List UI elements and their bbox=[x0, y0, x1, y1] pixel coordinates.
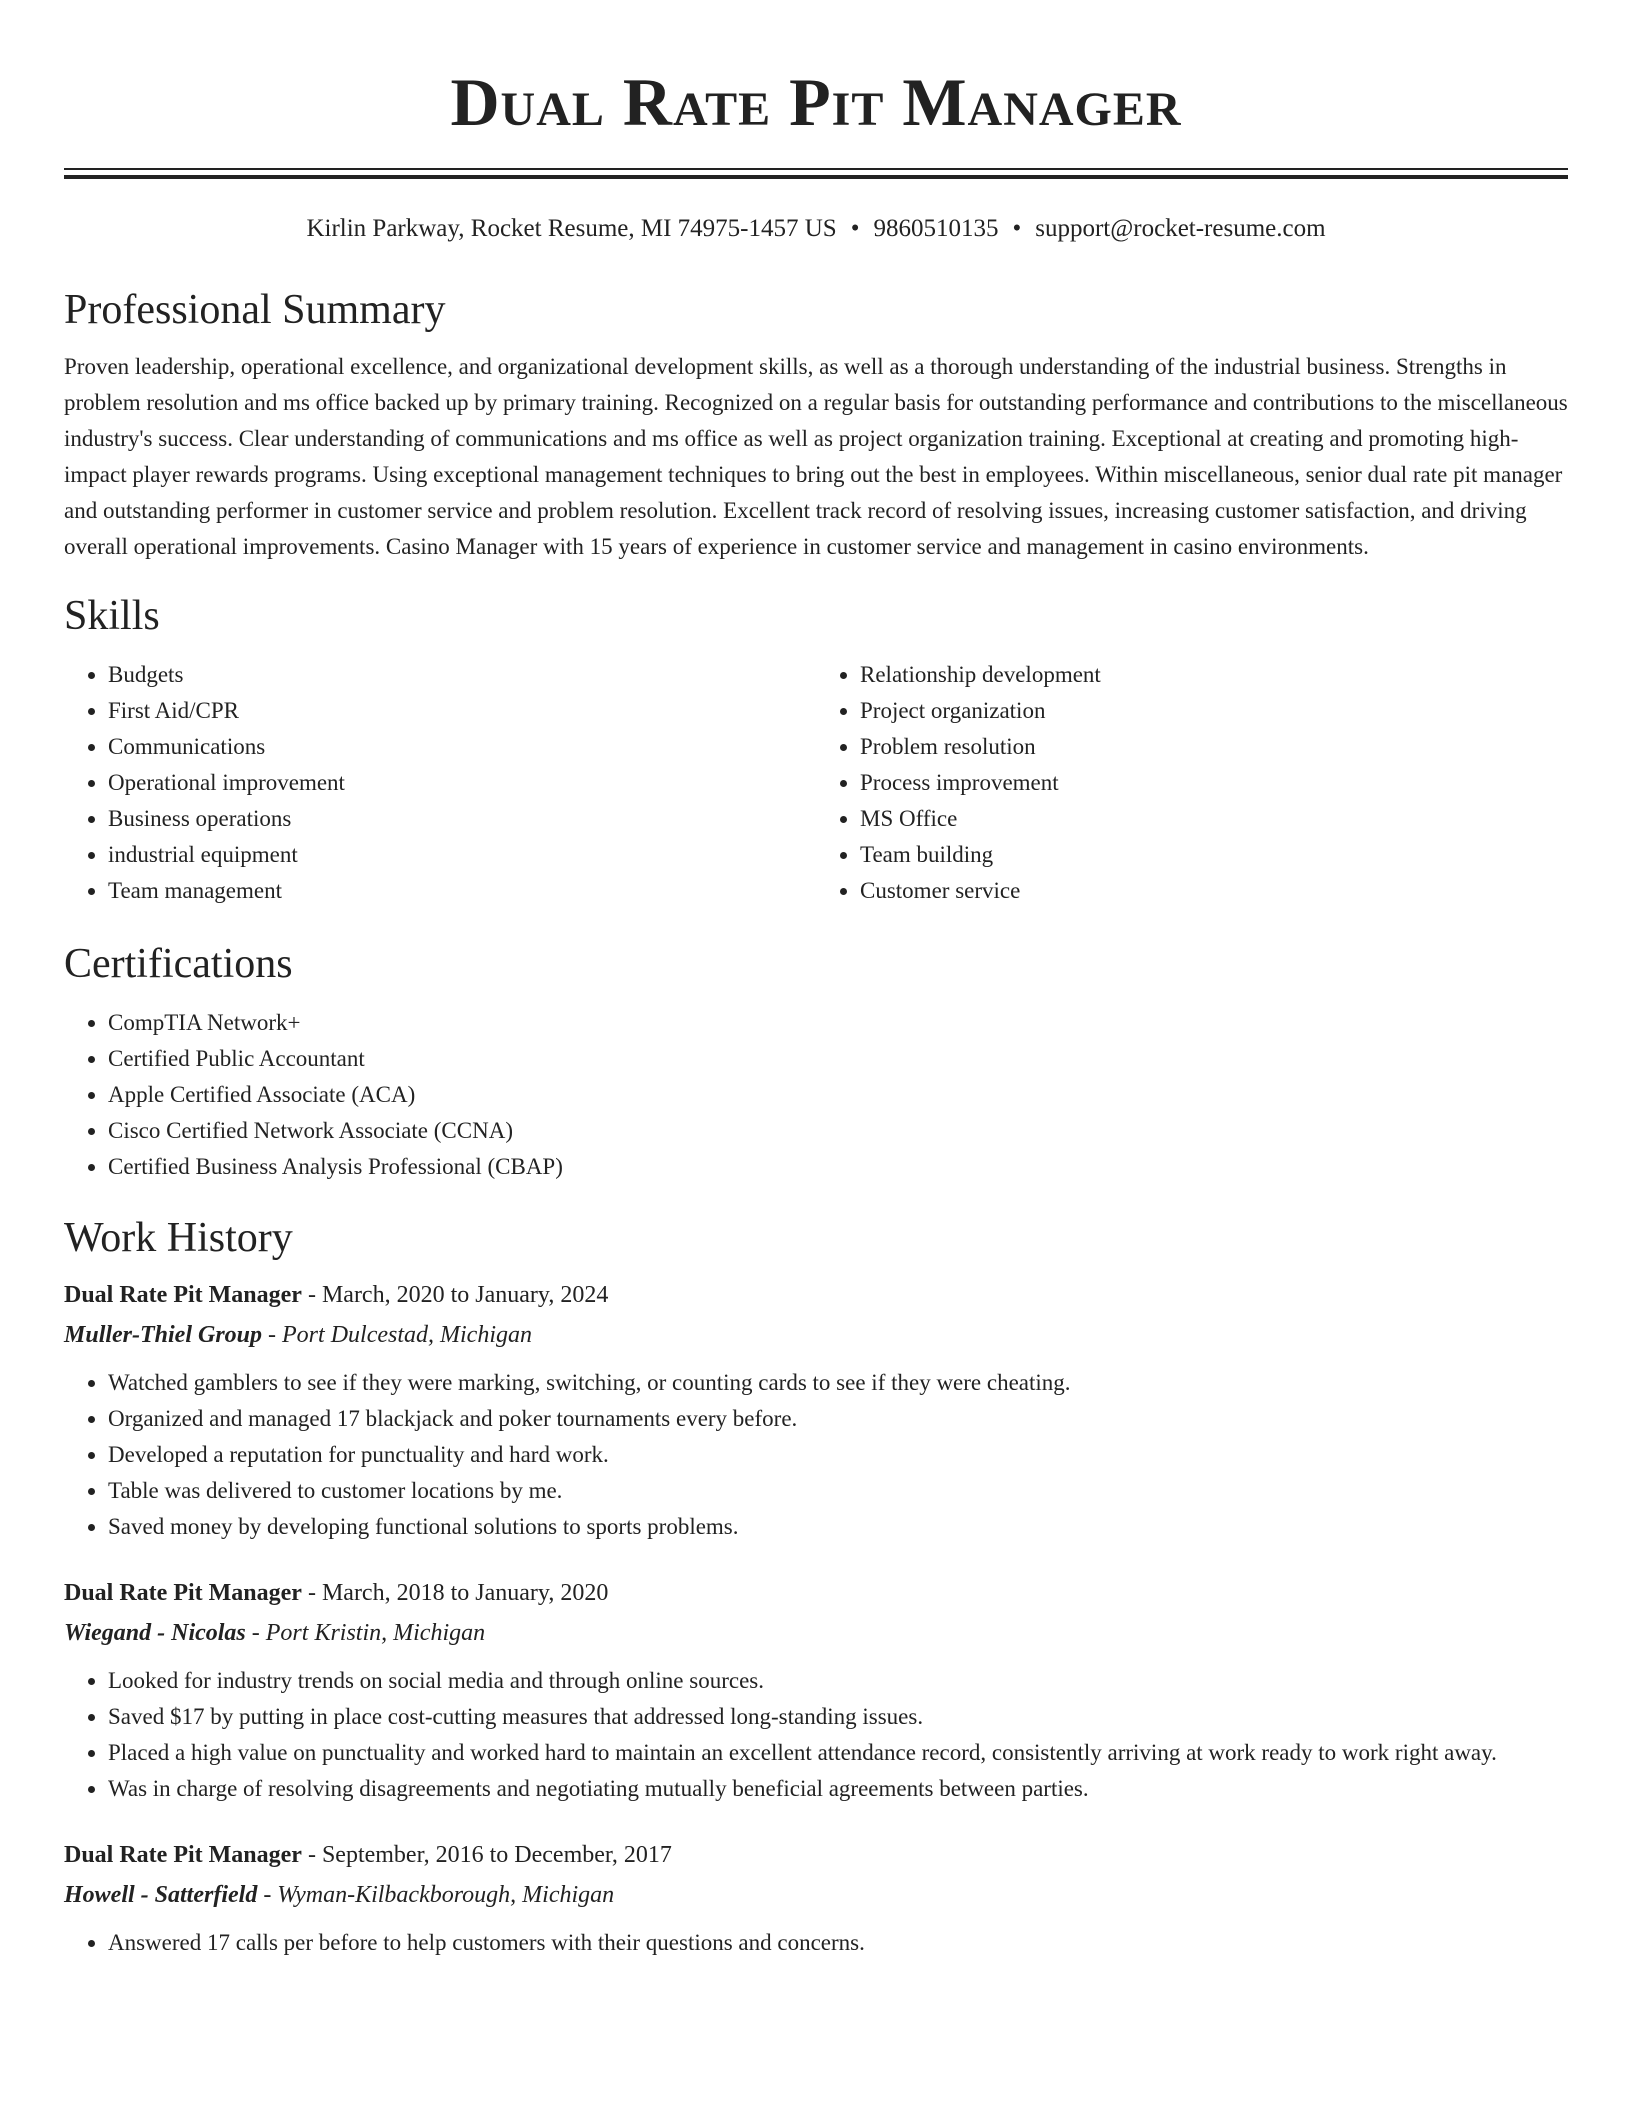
resume-page bbox=[64, 0, 1568, 1961]
job-title: Dual Rate Pit Manager bbox=[64, 1282, 302, 1308]
certifications-heading: Certifications bbox=[64, 941, 293, 987]
skill-item: • MS Office bbox=[860, 801, 1568, 837]
job-bullets bbox=[64, 1925, 1568, 1961]
skill-item: • Communications bbox=[108, 729, 816, 765]
skill-item: • Operational improvement bbox=[108, 765, 816, 801]
skill-item: • Project organization bbox=[860, 693, 1568, 729]
certification-item: • Cisco Certified Network Associate (CCNA) bbox=[108, 1113, 1568, 1149]
job-bullet: • Watched gamblers to see if they were marking, switching, or counting cards to see if they were cheating. bbox=[108, 1365, 1568, 1401]
resume-title: Dual Rate Pit Manager bbox=[450, 64, 1182, 140]
job-location: - Port Kristin, Michigan bbox=[245, 1620, 486, 1646]
job-bullet: • Looked for industry trends on social media and through online sources. bbox=[108, 1663, 1568, 1699]
job-title: Dual Rate Pit Manager bbox=[64, 1842, 302, 1868]
summary-text: Proven leadership, operational excellence, and organizational development skills, as well as a thorough understanding of the industrial business. Strengths in problem resolution and ms office backed up by primary training. Recognized on a regular basis for outstanding performance and contributions to the miscellaneous industry's success. Clear understanding of communications and ms office as well as project organization training. Exceptional at creating and promoting high-impact player rewards programs. Using exceptional management techniques to bring out the best in employees. Within miscellaneous, senior dual rate pit manager and outstanding performer in customer service and problem resolution. Excellent track record of resolving issues, increasing customer satisfaction, and driving overall operational improvements. Casino Manager with 15 years of experience in customer service and management in casino environments. bbox=[64, 354, 1568, 559]
job-bullets bbox=[64, 1365, 1568, 1545]
skill-item: • Team building bbox=[860, 837, 1568, 873]
job-title: Dual Rate Pit Manager bbox=[64, 1580, 302, 1606]
certification-item: • Certified Public Accountant bbox=[108, 1041, 1568, 1077]
certification-item: • Apple Certified Associate (ACA) bbox=[108, 1077, 1568, 1113]
title-divider bbox=[64, 168, 1568, 179]
certification-item: • CompTIA Network+ bbox=[108, 1005, 1568, 1041]
job-dates: - September, 2016 to December, 2017 bbox=[301, 1842, 672, 1868]
job-company: Muller-Thiel Group bbox=[64, 1322, 263, 1348]
certifications-list bbox=[64, 1005, 1568, 1185]
job-bullets bbox=[64, 1663, 1568, 1807]
job-bullet: • Organized and managed 17 blackjack and poker tournaments every before. bbox=[108, 1401, 1568, 1437]
contact-phone: 9860510135 bbox=[873, 215, 999, 242]
contact-separator: • bbox=[850, 215, 860, 242]
job-bullet: • Was in charge of resolving disagreements and negotiating mutually beneficial agreements between parties. bbox=[108, 1771, 1568, 1807]
job-company-line bbox=[64, 1615, 1568, 1651]
skill-item: • Budgets bbox=[108, 657, 816, 693]
skill-item: • Business operations bbox=[108, 801, 816, 837]
skills-heading: Skills bbox=[64, 593, 160, 639]
job-entry bbox=[64, 1277, 1568, 1545]
contact-separator: • bbox=[1012, 215, 1022, 242]
job-title-line bbox=[64, 1277, 1568, 1313]
job-entry bbox=[64, 1575, 1568, 1807]
skill-item: • Problem resolution bbox=[860, 729, 1568, 765]
job-company-line bbox=[64, 1317, 1568, 1353]
job-location: - Port Dulcestad, Michigan bbox=[262, 1322, 532, 1348]
skills-columns bbox=[64, 657, 1568, 909]
job-company-line bbox=[64, 1877, 1568, 1913]
job-dates: - March, 2020 to January, 2024 bbox=[301, 1282, 609, 1308]
job-bullet: • Saved $17 by putting in place cost-cutting measures that addressed long-standing issues. bbox=[108, 1699, 1568, 1735]
contact-line bbox=[64, 213, 1568, 245]
job-bullet: • Placed a high value on punctuality and worked hard to maintain an excellent attendance record, consistently arriving at work ready to work right away. bbox=[108, 1735, 1568, 1771]
skill-item: • Team management bbox=[108, 873, 816, 909]
job-title-line bbox=[64, 1575, 1568, 1611]
contact-email: support@rocket-resume.com bbox=[1035, 215, 1326, 242]
job-title-line bbox=[64, 1837, 1568, 1873]
skill-item: • Customer service bbox=[860, 873, 1568, 909]
job-bullet: • Answered 17 calls per before to help customers with their questions and concerns. bbox=[108, 1925, 1568, 1961]
summary-heading: Professional Summary bbox=[64, 287, 446, 333]
work-history-heading: Work History bbox=[64, 1215, 293, 1261]
job-bullet: • Saved money by developing functional solutions to sports problems. bbox=[108, 1509, 1568, 1545]
skill-item: • Process improvement bbox=[860, 765, 1568, 801]
job-bullet: • Developed a reputation for punctuality and hard work. bbox=[108, 1437, 1568, 1473]
skill-item: • Relationship development bbox=[860, 657, 1568, 693]
job-entry bbox=[64, 1837, 1568, 1961]
job-company: Howell - Satterfield bbox=[64, 1882, 258, 1908]
skill-item: • First Aid/CPR bbox=[108, 693, 816, 729]
certification-item: • Certified Business Analysis Professional (CBAP) bbox=[108, 1149, 1568, 1185]
job-location: - Wyman-Kilbackborough, Michigan bbox=[257, 1882, 615, 1908]
skills-list-left bbox=[64, 657, 816, 909]
job-dates: - March, 2018 to January, 2020 bbox=[301, 1580, 609, 1606]
contact-address: Kirlin Parkway, Rocket Resume, MI 74975-1457 US bbox=[306, 215, 837, 242]
skill-item: • industrial equipment bbox=[108, 837, 816, 873]
job-bullet: • Table was delivered to customer locations by me. bbox=[108, 1473, 1568, 1509]
job-company: Wiegand - Nicolas bbox=[64, 1620, 246, 1646]
skills-list-right bbox=[816, 657, 1568, 909]
